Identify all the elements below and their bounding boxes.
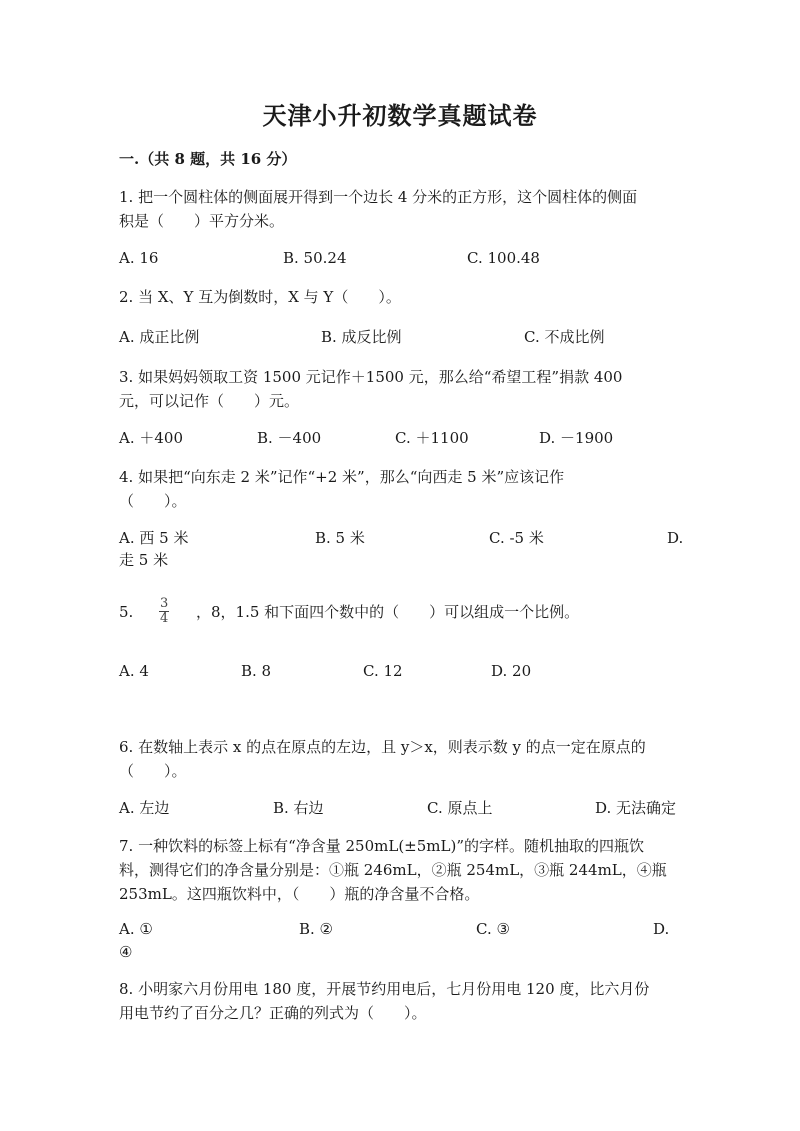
question-6-line-1: 6. 在数轴上表示 x 的点在原点的左边，且 y＞x，则表示数 y 的点一定在原点的 bbox=[119, 738, 646, 756]
fraction-numerator: 3 bbox=[160, 596, 169, 611]
question-7-option-d: D. bbox=[653, 920, 670, 938]
question-7-line-3: 253mL。这四瓶饮料中，（ ）瓶的净含量不合格。 bbox=[119, 885, 480, 903]
question-1-line-2: 积是（ ）平方分米。 bbox=[119, 212, 285, 230]
question-7-line-2: 料，测得它们的净含量分别是：①瓶 246mL，②瓶 254mL，③瓶 244mL，④瓶 bbox=[119, 861, 667, 879]
question-3-option-b: B. －400 bbox=[257, 429, 322, 447]
question-1-line-1: 1. 把一个圆柱体的侧面展开得到一个边长 4 分米的正方形，这个圆柱体的侧面 bbox=[119, 188, 638, 206]
question-5-option-d: D. 20 bbox=[491, 662, 532, 680]
question-7-option-d-wrap: ④ bbox=[119, 943, 133, 961]
question-6-option-b: B. 右边 bbox=[273, 799, 324, 817]
page-title: 天津小升初数学真题试卷 bbox=[262, 101, 538, 130]
question-3-line-2: 元，可以记作（ ）元。 bbox=[119, 392, 300, 410]
question-4-option-a: A. 西 5 米 bbox=[119, 529, 189, 547]
question-6-option-d: D. 无法确定 bbox=[595, 799, 677, 817]
section-heading: 一.（共 8 题，共 16 分） bbox=[119, 150, 297, 168]
question-5-text: ，8，1.5 和下面四个数中的（ ）可以组成一个比例。 bbox=[196, 603, 580, 621]
question-1-option-a: A. 16 bbox=[119, 249, 159, 267]
question-6-line-2: （ ）。 bbox=[119, 762, 187, 780]
question-7-line-1: 7. 一种饮料的标签上标有“净含量 250mL(±5mL)”的字样。随机抽取的四瓶饮 bbox=[119, 837, 645, 855]
question-4-option-d: D. bbox=[667, 529, 684, 547]
question-1-option-c: C. 100.48 bbox=[467, 249, 540, 267]
question-2-option-c: C. 不成比例 bbox=[524, 328, 605, 346]
fraction-three-quarters bbox=[159, 597, 169, 626]
question-4-option-b: B. 5 米 bbox=[315, 529, 365, 547]
question-4-line-1: 4. 如果把“向东走 2 米”记作“+2 米”，那么“向西走 5 米”应该记作 bbox=[119, 468, 565, 486]
question-8-line-1: 8. 小明家六月份用电 180 度，开展节约用电后，七月份用电 120 度，比六月份 bbox=[119, 980, 650, 998]
question-7-option-b: B. ② bbox=[299, 920, 334, 938]
question-3-line-1: 3. 如果妈妈领取工资 1500 元记作＋1500 元，那么给“希望工程”捐款 400 bbox=[119, 368, 623, 386]
question-5-option-c: C. 12 bbox=[363, 662, 403, 680]
question-2-line-1: 2. 当 X、Y 互为倒数时，X 与 Y（ ）。 bbox=[119, 288, 401, 306]
question-4-option-c: C. -5 米 bbox=[489, 529, 544, 547]
question-4-option-d-wrap: 走 5 米 bbox=[119, 551, 169, 569]
question-5-number: 5. bbox=[119, 603, 134, 621]
question-3-option-c: C. ＋1100 bbox=[395, 429, 469, 447]
question-6-option-c: C. 原点上 bbox=[427, 799, 493, 817]
question-5-option-a: A. 4 bbox=[119, 662, 149, 680]
question-3-option-a: A. ＋400 bbox=[119, 429, 183, 447]
question-4-line-2: （ ）。 bbox=[119, 492, 187, 510]
fraction-denominator: 4 bbox=[160, 611, 169, 626]
question-2-option-b: B. 成反比例 bbox=[321, 328, 402, 346]
question-8-line-2: 用电节约了百分之几？正确的列式为（ ）。 bbox=[119, 1004, 427, 1022]
question-5-option-b: B. 8 bbox=[241, 662, 272, 680]
question-1-option-b: B. 50.24 bbox=[283, 249, 347, 267]
question-3-option-d: D. －1900 bbox=[539, 429, 614, 447]
question-6-option-a: A. 左边 bbox=[119, 799, 170, 817]
question-7-option-c: C. ③ bbox=[476, 920, 510, 938]
question-7-option-a: A. ① bbox=[119, 920, 153, 938]
question-2-option-a: A. 成正比例 bbox=[119, 328, 200, 346]
